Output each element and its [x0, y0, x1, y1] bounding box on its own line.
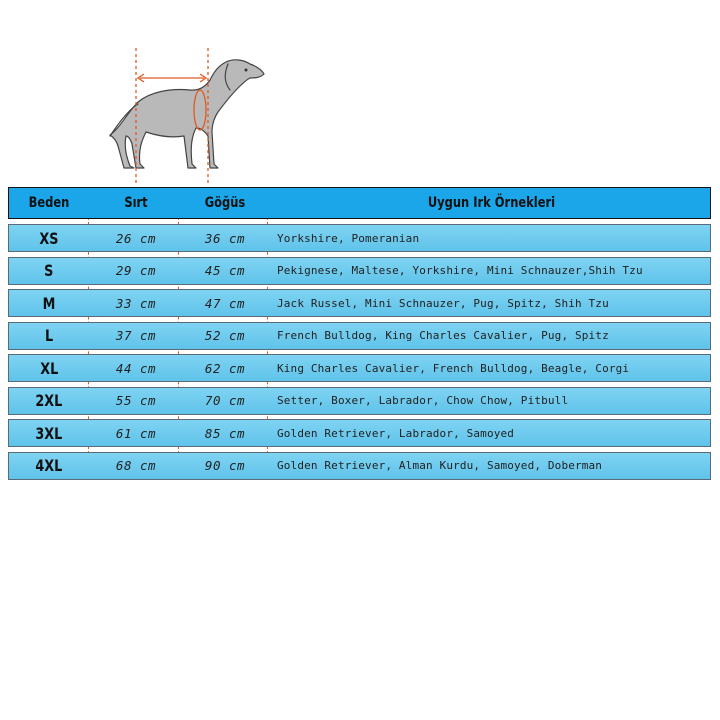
table-header-row	[8, 187, 711, 219]
back-cell: 44 cm	[115, 360, 157, 376]
breeds-cell: Pekignese, Maltese, Yorkshire, Mini Schnauzer,Shih Tzu	[277, 264, 643, 277]
header-back: Sırt	[124, 195, 148, 211]
header-chest: Göğüs	[204, 195, 246, 211]
table-row	[8, 289, 711, 317]
chest-cell: 52 cm	[204, 328, 246, 343]
table-row	[8, 224, 711, 252]
size-cell: M	[42, 293, 56, 313]
table-row	[8, 419, 711, 447]
table-row	[8, 452, 711, 480]
back-cell: 33 cm	[115, 295, 157, 311]
chest-cell: 47 cm	[204, 295, 246, 311]
chest-cell: 62 cm	[204, 360, 246, 376]
header-breeds: Uygun Irk Örnekleri	[427, 195, 556, 211]
back-cell: 55 cm	[115, 393, 157, 408]
chest-cell: 70 cm	[204, 393, 246, 408]
header-size: Beden	[28, 195, 70, 211]
size-cell: 2XL	[35, 391, 63, 410]
table-row	[8, 354, 711, 382]
table-row	[8, 257, 711, 285]
back-cell: 61 cm	[115, 425, 157, 441]
breeds-cell: Yorkshire, Pomeranian	[277, 231, 420, 245]
dog-measurement-icon	[100, 40, 280, 185]
back-cell: 37 cm	[115, 328, 157, 343]
chest-cell: 45 cm	[204, 263, 246, 278]
back-cell: 29 cm	[115, 263, 157, 278]
size-table	[8, 187, 711, 484]
table-row	[8, 387, 711, 415]
breeds-cell: Golden Retriever, Labrador, Samoyed	[277, 426, 515, 440]
size-cell: XS	[39, 228, 59, 248]
size-cell: L	[44, 326, 54, 345]
size-cell: XL	[39, 358, 59, 378]
chest-cell: 85 cm	[204, 425, 246, 441]
chest-cell: 90 cm	[204, 458, 246, 473]
size-cell: 4XL	[35, 456, 63, 475]
breeds-cell: Golden Retriever, Alman Kurdu, Samoyed, Doberman	[277, 459, 603, 472]
breeds-cell: King Charles Cavalier, French Bulldog, Beagle, Corgi	[277, 361, 630, 375]
breeds-cell: French Bulldog, King Charles Cavalier, Pug, Spitz	[277, 329, 609, 342]
size-cell: S	[44, 261, 54, 280]
chest-cell: 36 cm	[204, 230, 246, 246]
size-cell: 3XL	[35, 423, 63, 443]
back-cell: 26 cm	[115, 230, 157, 246]
table-row	[8, 322, 711, 350]
back-cell: 68 cm	[115, 458, 157, 473]
breeds-cell: Jack Russel, Mini Schnauzer, Pug, Spitz, Shih Tzu	[277, 296, 609, 310]
breeds-cell: Setter, Boxer, Labrador, Chow Chow, Pitbull	[277, 394, 569, 407]
